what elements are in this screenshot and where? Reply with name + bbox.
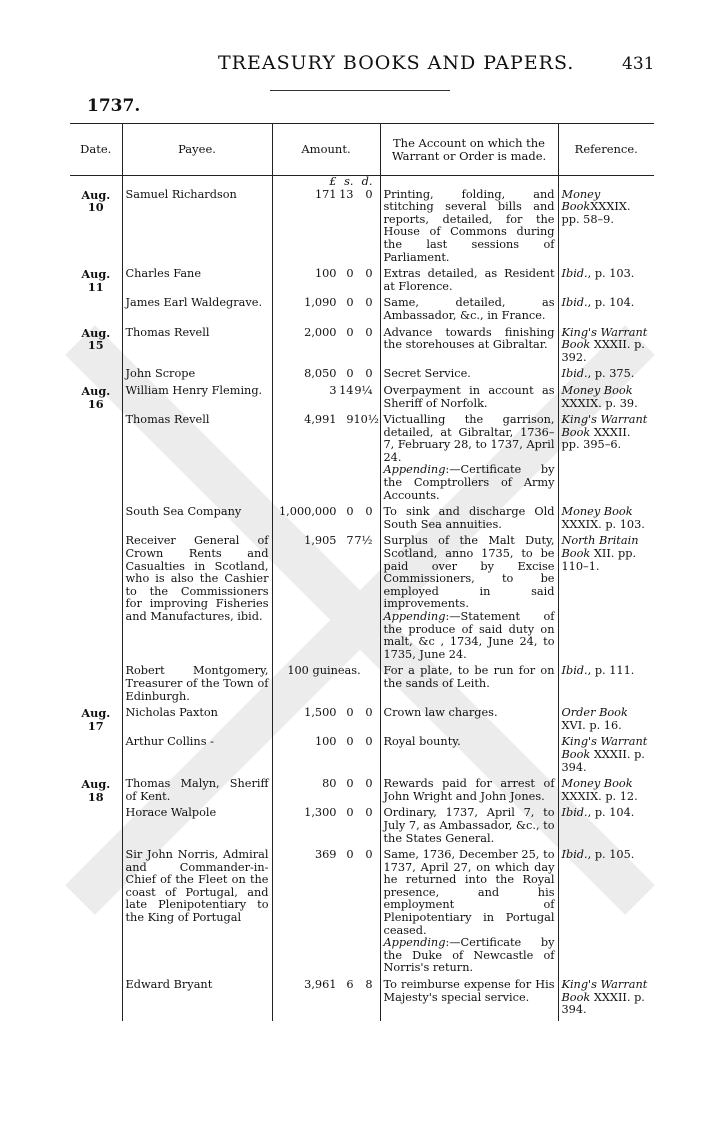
amount-pence: 0 bbox=[365, 777, 373, 791]
account-text: Rewards paid for arrest of John Wright and John Jones. bbox=[383, 777, 555, 803]
amount-pence: 0 bbox=[365, 367, 373, 381]
row-date bbox=[70, 368, 122, 385]
reference-book: Ibid. bbox=[561, 806, 588, 820]
account-text: Same, 1736, December 25, to 1737, April 27, on which day he returned into the Royal presence, and his employment of Plenipotentiary in Portugal ceased. bbox=[383, 848, 555, 937]
reference-detail: XXXII. p. 392. bbox=[561, 338, 645, 364]
amount-shillings: 14 bbox=[339, 383, 354, 397]
table-row bbox=[70, 189, 654, 269]
year-heading: 1737. bbox=[87, 96, 141, 116]
row-payee: Thomas Malyn, Sheriff of Kent. bbox=[122, 778, 272, 807]
table-row bbox=[70, 385, 654, 414]
table-row bbox=[70, 665, 654, 707]
row-payee: Horace Walpole bbox=[122, 807, 272, 849]
account-text: Printing, folding, and stitching several bills and reports, detailed, for the House of Commons during the last sessions of Parliament. bbox=[383, 187, 555, 264]
table-row bbox=[70, 736, 654, 778]
reference-detail: , p. 111. bbox=[587, 664, 635, 678]
row-amount bbox=[272, 665, 380, 707]
row-date bbox=[70, 736, 122, 778]
reference-book: Money Book bbox=[561, 383, 633, 397]
amount-shillings: 0 bbox=[346, 296, 354, 310]
table-row bbox=[70, 849, 654, 979]
row-date: Aug. 16 bbox=[81, 383, 111, 411]
row-account bbox=[380, 707, 558, 736]
row-amount bbox=[272, 778, 380, 807]
reference-book: North Britain Book bbox=[561, 534, 639, 561]
amount-shillings: 9 bbox=[346, 413, 354, 427]
row-date bbox=[70, 535, 122, 665]
appending-text: :—Statement of the produce of said duty on malt, &c , 1734, June 24, to 1735, June 24. bbox=[383, 610, 555, 661]
amount-shillings: 0 bbox=[346, 505, 354, 519]
reference-book: King's Warrant Book bbox=[561, 325, 648, 352]
row-account bbox=[380, 414, 558, 506]
row-payee: Nicholas Paxton bbox=[122, 707, 272, 736]
table-row bbox=[70, 268, 654, 297]
amount-units bbox=[276, 176, 377, 189]
amount-pounds: 369 bbox=[314, 848, 337, 862]
warrants-table bbox=[70, 123, 654, 1021]
amount-shillings: 0 bbox=[346, 367, 354, 381]
row-amount bbox=[272, 979, 380, 1021]
shillings-unit: s. bbox=[344, 175, 354, 188]
row-date bbox=[70, 849, 122, 979]
row-reference bbox=[558, 368, 654, 385]
amount-shillings: 7 bbox=[346, 534, 354, 548]
amount-pence: 0 bbox=[365, 296, 373, 310]
row-payee: William Henry Fleming. bbox=[122, 385, 272, 414]
row-account bbox=[380, 665, 558, 707]
row-date bbox=[70, 665, 122, 707]
table-row bbox=[70, 807, 654, 849]
row-account bbox=[380, 979, 558, 1021]
row-amount bbox=[272, 297, 380, 326]
account-text: For a plate, to be run for on the sands of Leith. bbox=[383, 664, 555, 690]
account-text: Ordinary, 1737, April 7, to July 7, as Ambassador, &c., to the States General. bbox=[383, 806, 555, 845]
row-reference bbox=[558, 707, 654, 736]
amount-pence: 0 bbox=[365, 848, 373, 862]
amount-shillings: 0 bbox=[346, 267, 354, 281]
column-header-account: The Account on which the Warrant or Order is made. bbox=[380, 124, 558, 176]
row-reference bbox=[558, 535, 654, 665]
table-row bbox=[70, 707, 654, 736]
row-date: Aug. 18 bbox=[81, 777, 111, 804]
table-row bbox=[70, 327, 654, 369]
reference-detail: XXXII. pp. 395–6. bbox=[561, 425, 631, 452]
amount-pounds: 8,050 bbox=[304, 367, 337, 381]
amount-text: 100 guineas. bbox=[287, 664, 361, 678]
reference-detail: XXXIX. p. 103. bbox=[561, 517, 645, 531]
amount-pounds: 1,500 bbox=[304, 706, 337, 720]
row-payee: James Earl Waldegrave. bbox=[122, 297, 272, 326]
row-payee: Edward Bryant bbox=[122, 979, 272, 1021]
amount-shillings: 0 bbox=[346, 325, 354, 339]
amount-pounds: 2,000 bbox=[304, 325, 337, 339]
reference-detail: XVI. p. 16. bbox=[561, 718, 622, 732]
amount-pence: 0 bbox=[365, 505, 373, 519]
reference-book: King's Warrant Book bbox=[561, 978, 648, 1004]
amount-shillings: 13 bbox=[339, 187, 354, 201]
amount-pounds: 1,300 bbox=[304, 806, 337, 820]
table-row bbox=[70, 778, 654, 807]
amount-pence: 0 bbox=[365, 325, 373, 339]
row-account bbox=[380, 368, 558, 385]
table-header-row bbox=[70, 124, 654, 176]
appending-label: Appending bbox=[383, 463, 446, 477]
row-payee: Sir John Norris, Admiral and Commander-in-Chief of the Fleet on the coast of Portugal, and late Plenipotentiary to the King of Portugal bbox=[122, 849, 272, 979]
row-payee: Robert Montgomery, Treasurer of the Town of Edinburgh. bbox=[122, 665, 272, 707]
account-text: Overpayment in account as Sheriff of Norfolk. bbox=[383, 383, 555, 410]
column-header-amount: Amount. bbox=[272, 124, 380, 176]
account-text: Surplus of the Malt Duty, Scotland, anno 1735, to be paid over by Excise Commissioners, to be employed in said improvements. bbox=[383, 534, 555, 611]
row-amount bbox=[272, 385, 380, 414]
row-payee: Thomas Revell bbox=[122, 414, 272, 506]
amount-pounds: 100 bbox=[314, 735, 337, 749]
row-account bbox=[380, 297, 558, 326]
amount-pence: 10½ bbox=[353, 413, 379, 427]
account-text: Same, detailed, as Ambassador, &c., in France. bbox=[383, 296, 555, 322]
reference-book: Ibid. bbox=[561, 848, 588, 862]
reference-detail: , p. 375. bbox=[587, 367, 635, 381]
amount-pounds: 4,991 bbox=[304, 413, 337, 427]
row-reference bbox=[558, 807, 654, 849]
row-account bbox=[380, 268, 558, 297]
amount-pounds: 3,961 bbox=[304, 978, 337, 992]
column-header-payee: Payee. bbox=[122, 124, 272, 176]
row-payee: Charles Fane bbox=[122, 268, 272, 297]
amount-pounds: 100 bbox=[314, 267, 337, 281]
row-reference bbox=[558, 849, 654, 979]
row-amount bbox=[272, 707, 380, 736]
reference-detail: , p. 105. bbox=[587, 848, 635, 862]
account-text: Victualling the garrison, detailed, at Gibraltar, 1736–7, February 28, to 1737, April 24. bbox=[383, 413, 555, 464]
row-date bbox=[70, 807, 122, 849]
row-date: Aug. 15 bbox=[81, 325, 111, 353]
reference-book: King's Warrant Book bbox=[561, 413, 648, 439]
account-text: To reimburse expense for His Majesty's special service. bbox=[383, 978, 555, 1004]
table-row bbox=[70, 297, 654, 326]
reference-detail: XII. pp. 110–1. bbox=[561, 547, 637, 573]
row-reference bbox=[558, 414, 654, 506]
row-payee: John Scrope bbox=[122, 368, 272, 385]
table-row bbox=[70, 979, 654, 1021]
row-account bbox=[380, 736, 558, 778]
row-amount bbox=[272, 189, 380, 269]
row-account bbox=[380, 506, 558, 535]
amount-pence: 9¼ bbox=[354, 383, 373, 397]
account-text: To sink and discharge Old South Sea annuities. bbox=[383, 505, 555, 531]
row-amount bbox=[272, 807, 380, 849]
running-title: TREASURY BOOKS AND PAPERS. bbox=[218, 52, 575, 74]
amount-shillings: 0 bbox=[346, 735, 354, 749]
row-account bbox=[380, 385, 558, 414]
appending-text: :—Certificate by the Comptrollers of Army Accounts. bbox=[383, 463, 555, 502]
row-account bbox=[380, 778, 558, 807]
amount-pounds: 80 bbox=[322, 777, 337, 791]
reference-detail: XXXIX. p. 39. bbox=[561, 396, 638, 410]
row-payee: Thomas Revell bbox=[122, 327, 272, 369]
amount-pence: 0 bbox=[365, 267, 373, 281]
row-account bbox=[380, 807, 558, 849]
reference-book: Money Book bbox=[561, 777, 633, 791]
row-amount bbox=[272, 414, 380, 506]
amount-pence: 0 bbox=[365, 706, 373, 720]
appending-note bbox=[384, 937, 555, 975]
amount-shillings: 0 bbox=[346, 848, 354, 862]
row-reference bbox=[558, 979, 654, 1021]
amount-pence: 7½ bbox=[354, 534, 373, 548]
row-date bbox=[70, 979, 122, 1021]
row-date bbox=[70, 506, 122, 535]
row-account bbox=[380, 189, 558, 269]
amount-pounds: 3 bbox=[329, 383, 337, 397]
account-text: Advance towards finishing the storehouses at Gibraltar. bbox=[383, 325, 555, 352]
amount-pence: 0 bbox=[365, 806, 373, 820]
row-date: Aug. 17 bbox=[81, 706, 111, 733]
reference-book: Money Book bbox=[561, 505, 633, 519]
amount-shillings: 0 bbox=[346, 777, 354, 791]
row-account bbox=[380, 849, 558, 979]
table-row bbox=[70, 414, 654, 506]
reference-book: Money Book bbox=[561, 187, 601, 214]
amount-pounds: 1,090 bbox=[304, 296, 337, 310]
reference-book: Ibid. bbox=[561, 296, 588, 310]
amount-pence: 0 bbox=[365, 187, 373, 201]
row-date bbox=[70, 414, 122, 506]
reference-detail: , p. 103. bbox=[587, 267, 635, 281]
reference-detail: , p. 104. bbox=[587, 806, 635, 820]
row-account bbox=[380, 535, 558, 665]
header-rule bbox=[270, 90, 450, 91]
account-text: Crown law charges. bbox=[383, 706, 498, 720]
reference-book: Ibid. bbox=[561, 367, 588, 381]
row-reference bbox=[558, 327, 654, 369]
table-row bbox=[70, 368, 654, 385]
amount-pounds: 1,905 bbox=[304, 534, 337, 548]
row-reference bbox=[558, 736, 654, 778]
row-amount bbox=[272, 849, 380, 979]
row-date: Aug. 11 bbox=[81, 267, 111, 294]
row-amount bbox=[272, 736, 380, 778]
pounds-unit: £ bbox=[329, 175, 337, 188]
reference-detail: XXXII. p. 394. bbox=[561, 990, 645, 1017]
table-row bbox=[70, 535, 654, 665]
row-reference bbox=[558, 506, 654, 535]
amount-shillings: 6 bbox=[346, 978, 354, 992]
row-amount bbox=[272, 506, 380, 535]
amount-pounds: 171 bbox=[314, 187, 337, 201]
row-payee: Arthur Collins - bbox=[122, 736, 272, 778]
row-reference bbox=[558, 778, 654, 807]
appending-label: Appending bbox=[383, 936, 446, 950]
appending-text: :—Certificate by the Duke of Newcastle of Norris's return. bbox=[383, 936, 555, 975]
account-text: Secret Service. bbox=[383, 367, 471, 381]
row-reference bbox=[558, 297, 654, 326]
row-date: Aug. 10 bbox=[81, 187, 111, 215]
row-amount bbox=[272, 268, 380, 297]
amount-pounds: 1,000,000 bbox=[279, 505, 337, 519]
reference-book: Ibid. bbox=[561, 267, 588, 281]
amount-shillings: 0 bbox=[346, 806, 354, 820]
row-reference bbox=[558, 385, 654, 414]
amount-pence: 0 bbox=[365, 735, 373, 749]
appending-note bbox=[384, 464, 555, 502]
row-payee: Samuel Richardson bbox=[122, 189, 272, 269]
reference-detail: , p. 104. bbox=[587, 296, 635, 310]
row-date bbox=[70, 297, 122, 326]
row-reference bbox=[558, 189, 654, 269]
reference-detail: XXXIX. p. 12. bbox=[561, 789, 638, 803]
page-number: 431 bbox=[622, 54, 655, 74]
row-amount bbox=[272, 368, 380, 385]
amount-pence: 8 bbox=[365, 978, 373, 992]
row-reference bbox=[558, 268, 654, 297]
row-amount bbox=[272, 535, 380, 665]
table-row bbox=[70, 506, 654, 535]
reference-book: Order Book bbox=[561, 706, 628, 720]
row-payee: Receiver General of Crown Rents and Casualties in Scotland, who is also the Cashier to the Commissioners for improving Fisheries and Manufactures, ibid. bbox=[122, 535, 272, 665]
appending-note bbox=[384, 611, 555, 661]
appending-label: Appending bbox=[383, 610, 446, 623]
reference-detail: XXXII. p. 394. bbox=[561, 747, 645, 774]
row-amount bbox=[272, 327, 380, 369]
column-header-date: Date. bbox=[70, 124, 122, 176]
account-text: Extras detailed, as Resident at Florence. bbox=[383, 267, 555, 293]
row-account bbox=[380, 327, 558, 369]
account-text: Royal bounty. bbox=[383, 735, 461, 749]
amount-shillings: 0 bbox=[346, 706, 354, 720]
table-body bbox=[70, 176, 654, 1021]
reference-book: King's Warrant Book bbox=[561, 735, 648, 761]
column-header-reference: Reference. bbox=[558, 124, 654, 176]
reference-book: Ibid. bbox=[561, 664, 588, 678]
row-payee: South Sea Company bbox=[122, 506, 272, 535]
row-reference bbox=[558, 665, 654, 707]
reference-detail: XXXIX. pp. 58–9. bbox=[561, 200, 631, 226]
pence-unit: d. bbox=[361, 175, 373, 188]
